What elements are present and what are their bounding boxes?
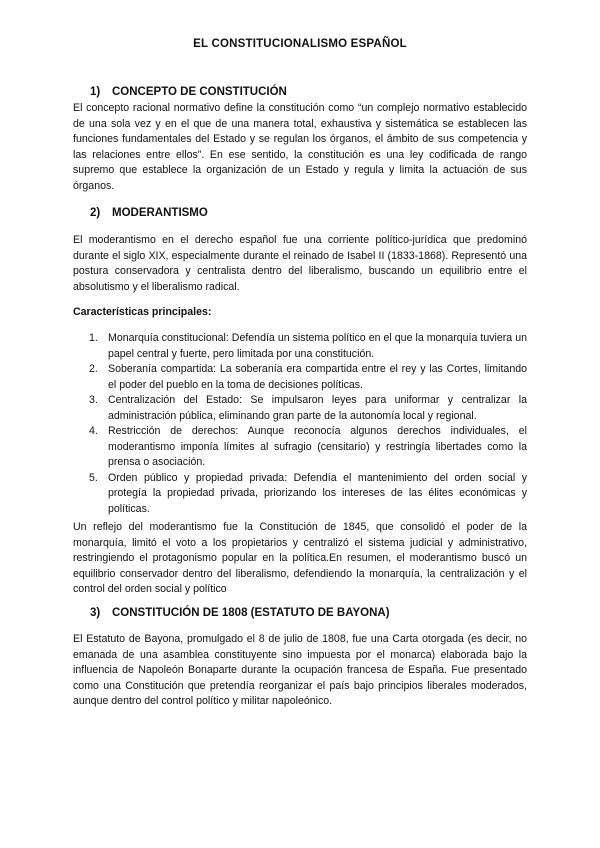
section-heading-text: CONCEPTO DE CONSTITUCIÓN bbox=[112, 86, 287, 98]
section-number: 3) bbox=[90, 607, 101, 619]
section-1-paragraph: El concepto racional normativo define la constitución como “un complejo normativo establecido de una sola vez y en el que de una manera total, exhaustiva y sistemática se establecen las funciones fundamentales del Estado y se regulan los órganos, el ámbito de sus competencia y las relaciones entre ellos”. En ese sentido, la constitución es una ley codificada de rango supremo que establece la organización de un Estado y regula y limita la actuación de sus órganos. bbox=[73, 102, 527, 192]
section-2-intro: El moderantismo en el derecho español fue una corriente político-jurídica que predominó durante el siglo XIX, especialmente durante el reinado de Isabel II (1833-1868). Representó una postura conservadora y centralista dentro del liberalismo, buscando un equilibrio entre el absolutismo y el liberalismo radical. bbox=[73, 234, 527, 293]
document-title: EL CONSTITUCIONALISMO ESPAÑOL bbox=[193, 38, 407, 50]
list-item-text: Monarquía constitucional: Defendía un sistema político en el que la monarquía tuviera un papel central y fuerte, pero limitada por una constitución. bbox=[108, 332, 527, 360]
section-3-paragraph: El Estatuto de Bayona, promulgado el 8 de julio de 1808, fue una Carta otorgada (es decir, no emanada de una asamblea constituyente sino impuesta por el monarca) elaborada bajo la influencia de Napoleón Bonaparte durante la ocupación francesa de España. Fue presentado como una Constitución que pretendía reorganizar el país bajo principios liberales moderados, aunque dentro del control político y militar napoleónico. bbox=[73, 633, 527, 707]
section-heading-1 bbox=[90, 86, 287, 98]
list-item-text: Soberanía compartida: La soberanía era compartida entre el rey y las Cortes, limitando el poder del pueblo en la toma de decisiones políticas. bbox=[108, 363, 527, 391]
list-number: 2. bbox=[89, 363, 98, 375]
list-item bbox=[73, 331, 527, 362]
list-number: 5. bbox=[89, 471, 98, 484]
section-number: 1) bbox=[90, 86, 101, 98]
section-2-closing: Un reflejo del moderantismo fue la Constitución de 1845, que consolidó el poder de la monarquía, limitó el voto a los propietarios y centralizó el sistema judicial y administrativo, restringiendo el protagonismo popular en la política.En resumen, el moderantismo buscó un equilibrio conservador dentro del liberalismo, defendiendo la monarquía, la centralización y el control del orden social y político bbox=[73, 521, 527, 595]
section-heading-text: CONSTITUCIÓN DE 1808 (ESTATUTO DE BAYONA) bbox=[112, 607, 390, 619]
list-item-text: Centralización del Estado: Se impulsaron leyes para uniformar y centralizar la administración pública, eliminando gran parte de la autonomía local y regional. bbox=[108, 394, 527, 422]
list-item bbox=[73, 393, 527, 424]
characteristics-list bbox=[73, 331, 527, 517]
list-item-text: Restricción de derechos: Aunque reconocía algunos derechos individuales, el moderantismo imponía límites al sufragio (censitario) y restringía libertades como la prensa o asociación. bbox=[108, 425, 527, 468]
section-heading-text: MODERANTISMO bbox=[112, 207, 208, 219]
section-heading-3 bbox=[90, 607, 390, 619]
list-item bbox=[73, 362, 527, 393]
list-item bbox=[73, 471, 527, 518]
list-number: 4. bbox=[89, 425, 98, 437]
list-item-text: Orden público y propiedad privada: Defendía el mantenimiento del orden social y protegía la propiedad privada, priorizando los intereses de las élites económicas y políticas. bbox=[108, 471, 527, 515]
characteristics-subheading: Características principales: bbox=[73, 306, 212, 318]
list-number: 1. bbox=[89, 332, 98, 344]
list-item bbox=[73, 424, 527, 471]
section-number: 2) bbox=[90, 207, 101, 219]
section-heading-2 bbox=[90, 207, 208, 219]
list-number: 3. bbox=[89, 394, 98, 406]
